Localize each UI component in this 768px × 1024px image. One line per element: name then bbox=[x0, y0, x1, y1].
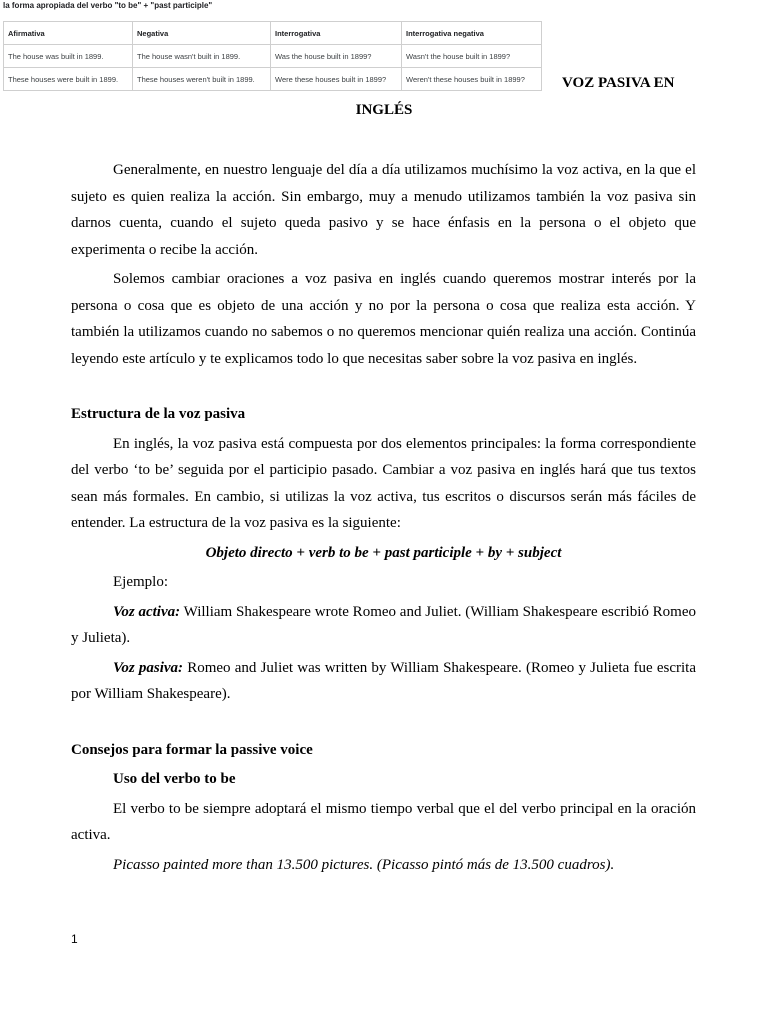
table-cell: Were these houses built in 1899? bbox=[271, 68, 402, 91]
table-cell: These houses were built in 1899. bbox=[4, 68, 133, 91]
header-interrogativa-negativa: Interrogativa negativa bbox=[402, 22, 542, 45]
table-row bbox=[4, 45, 542, 68]
intro-paragraph-1: Generalmente, en nuestro lenguaje del día a día utilizamos muchísimo la voz activa, en la que el sujeto es quien realiza la acción. Sin embargo, muy a menudo utilizamos también la voz pasiva sin darnos cuenta, cuando el sujeto queda pasivo y se hace énfasis en la persona o el objeto que experimenta o recibe la acción. bbox=[71, 162, 696, 258]
table-cell: These houses weren't built in 1899. bbox=[133, 68, 271, 91]
header-interrogativa: Interrogativa bbox=[271, 22, 402, 45]
header-negativa: Negativa bbox=[133, 22, 271, 45]
document-title-line1: VOZ PASIVA EN bbox=[562, 75, 675, 91]
table-header-row bbox=[4, 22, 542, 45]
subheading-verbo-to-be: Uso del verbo to be bbox=[113, 771, 236, 787]
example-label: Ejemplo: bbox=[113, 574, 168, 590]
header-afirmativa: Afirmativa bbox=[4, 22, 133, 45]
document-title-line2: INGLÉS bbox=[355, 102, 413, 118]
passive-formula: Objeto directo + verb to be + past participle + by + subject bbox=[205, 544, 562, 561]
table-cell: The house was built in 1899. bbox=[4, 45, 133, 68]
active-voice-sentence: William Shakespeare wrote Romeo and Juliet. (William Shakespeare escribió Romeo y Julieta). bbox=[71, 603, 696, 646]
section-heading-consejos: Consejos para formar la passive voice bbox=[71, 741, 313, 758]
table-row bbox=[4, 68, 542, 91]
picasso-example: Picasso painted more than 13.500 pictures. (Picasso pintó más de 13.500 cuadros). bbox=[113, 856, 615, 873]
table-cell: Was the house built in 1899? bbox=[271, 45, 402, 68]
document-body bbox=[71, 157, 696, 881]
estructura-paragraph: En inglés, la voz pasiva está compuesta por dos elementos principales: la forma correspondiente del verbo ‘to be’ seguida por el participio pasado. Cambiar a voz pasiva en inglés hará que tus textos sean más formales. En cambio, si utilizas la voz activa, tus escritos o discursos serán más fáciles de entender. La estructura de la voz pasiva es la siguiente: bbox=[71, 435, 696, 531]
active-voice-label: Voz activa: bbox=[113, 603, 181, 620]
verbo-to-be-paragraph: El verbo to be siempre adoptará el mismo tiempo verbal que el del verbo principal en la oración activa. bbox=[71, 800, 696, 843]
passive-conjugation-table bbox=[3, 21, 542, 91]
page-number: 1 bbox=[71, 932, 78, 946]
passive-voice-example bbox=[71, 655, 696, 708]
table-caption: la forma apropiada del verbo "to be" + "past participle" bbox=[3, 1, 213, 10]
table-cell: Wasn't the house built in 1899? bbox=[402, 45, 542, 68]
section-heading-estructura: Estructura de la voz pasiva bbox=[71, 406, 246, 422]
intro-paragraph-2: Solemos cambiar oraciones a voz pasiva en inglés cuando queremos mostrar interés por la persona o cosa que es objeto de una acción y no por la persona o cosa que realiza esta acción. Y también la utilizamos cuando no sabemos o no queremos mencionar quién realiza una acción. Continúa leyendo este artículo y te explicamos todo lo que necesitas saber sobre la voz pasiva en inglés. bbox=[71, 271, 696, 367]
conjugation-table-image bbox=[0, 0, 543, 92]
passive-voice-label: Voz pasiva: bbox=[113, 659, 184, 676]
table-cell: Weren't these houses built in 1899? bbox=[402, 68, 542, 91]
active-voice-example bbox=[71, 599, 696, 652]
passive-voice-sentence: Romeo and Juliet was written by William Shakespeare. (Romeo y Julieta fue escrita por William Shakespeare). bbox=[71, 659, 696, 702]
table-cell: The house wasn't built in 1899. bbox=[133, 45, 271, 68]
